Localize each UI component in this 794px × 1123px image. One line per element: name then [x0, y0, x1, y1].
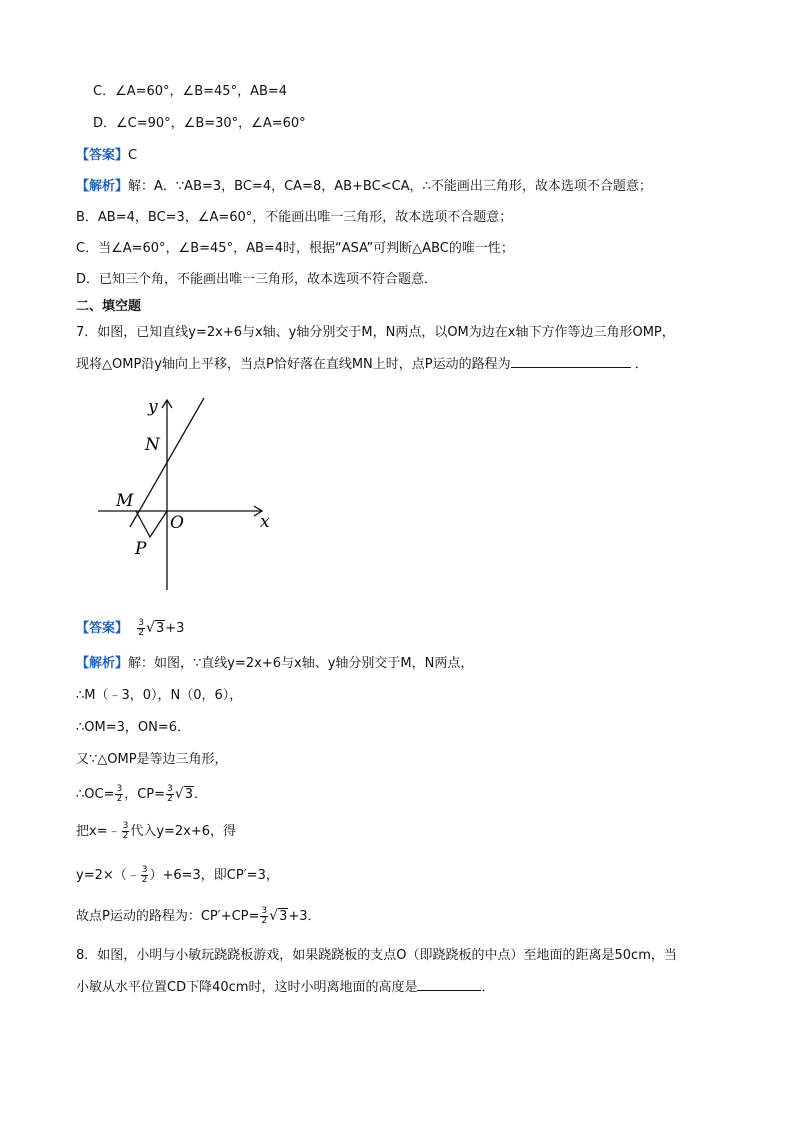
label-o: O [170, 513, 184, 533]
q7-answer-blank[interactable] [511, 367, 631, 368]
section-title: 二、填空题 [76, 299, 142, 314]
q7-analysis-line-5: ∴OC= $\frac{3}{2}$ ，CP= $\frac{3}{2}$ √3． [76, 784, 207, 804]
q8-answer-blank[interactable] [417, 990, 481, 991]
fraction: $\frac{3}{2}$ [138, 618, 145, 638]
label-p: P [135, 539, 147, 559]
label-m: M [116, 491, 134, 511]
answer-label: 【答案】 [76, 148, 129, 163]
q7-answer: 【答案】 $\frac{3}{2}$ √3+3 [76, 618, 185, 638]
q7-analysis-line-3: ∴OM=3，ON=6． [76, 720, 191, 735]
q6-analysis-line-3: C．当∠A=60°，∠B=45°，AB=4时，根据“ASA”可判断△ABC的唯一性； [76, 241, 514, 256]
answer-value: C [128, 148, 138, 163]
analysis-label: 【解析】 [76, 656, 129, 671]
label-x: x [260, 512, 270, 532]
q6-analysis-line-2: B．AB=4，BC=3，∠A=60°，不能画出唯一三角形，故本选项不合题意； [76, 210, 513, 225]
q7-analysis-line-8: 故点P运动的路程为：CP′+CP= $\frac{3}{2}$ √3+3． [76, 906, 321, 926]
q7-line-1: 7．如图，已知直线y=2x+6与x轴、y轴分别交于M，N两点，以OM为边在x轴下方作等边三角形OMP， [76, 325, 675, 340]
label-n: N [145, 435, 160, 455]
q7-analysis-line-7: y=2×（﹣ $\frac{3}{2}$ ）+6=3，即CP′=3， [76, 865, 279, 885]
q7-analysis-line-4: 又∵△OMP是等边三角形， [76, 752, 228, 767]
sqrt: √3 [146, 620, 165, 636]
analysis-label: 【解析】 [76, 179, 129, 194]
answer-label: 【答案】 [76, 621, 129, 636]
q7-analysis-line-6: 把x=﹣ $\frac{3}{2}$ 代入y=2x+6，得 [76, 821, 237, 841]
q7-line-2: 现将△OMP沿y轴向上平移，当点P恰好落在直线MN上时，点P运动的路程为 ． [76, 357, 648, 372]
q8-line-2: 小敏从水平位置CD下降40cm时，这时小明离地面的高度是 ． [76, 980, 495, 995]
q7-analysis-line-1: 【解析】解：如图，∵直线y=2x+6与x轴、y轴分别交于M，N两点， [76, 656, 474, 671]
q6-analysis-line-4: D．已知三个角，不能画出唯一三角形，故本选项不符合题意． [76, 272, 438, 287]
option-d: D．∠C=90°，∠B=30°，∠A=60° [93, 116, 306, 131]
q8-line-1: 8．如图，小明与小敏玩跷跷板游戏，如果跷跷板的支点O（即跷跷板的中点）至地面的距离是50cm，当 [76, 948, 677, 963]
q7-analysis-line-2: ∴M（﹣3，0），N（0，6）， [76, 688, 243, 703]
option-c: C．∠A=60°，∠B=45°，AB=4 [93, 84, 288, 99]
q6-analysis-line-1: 【解析】解：A．∵AB=3，BC=4，CA=8，AB+BC<CA，∴不能画出三角形，故本选项不合题意； [76, 179, 652, 194]
triangle-omp [136, 511, 167, 537]
q6-answer [76, 146, 137, 166]
q7-figure [90, 392, 280, 594]
label-y: y [148, 397, 158, 417]
